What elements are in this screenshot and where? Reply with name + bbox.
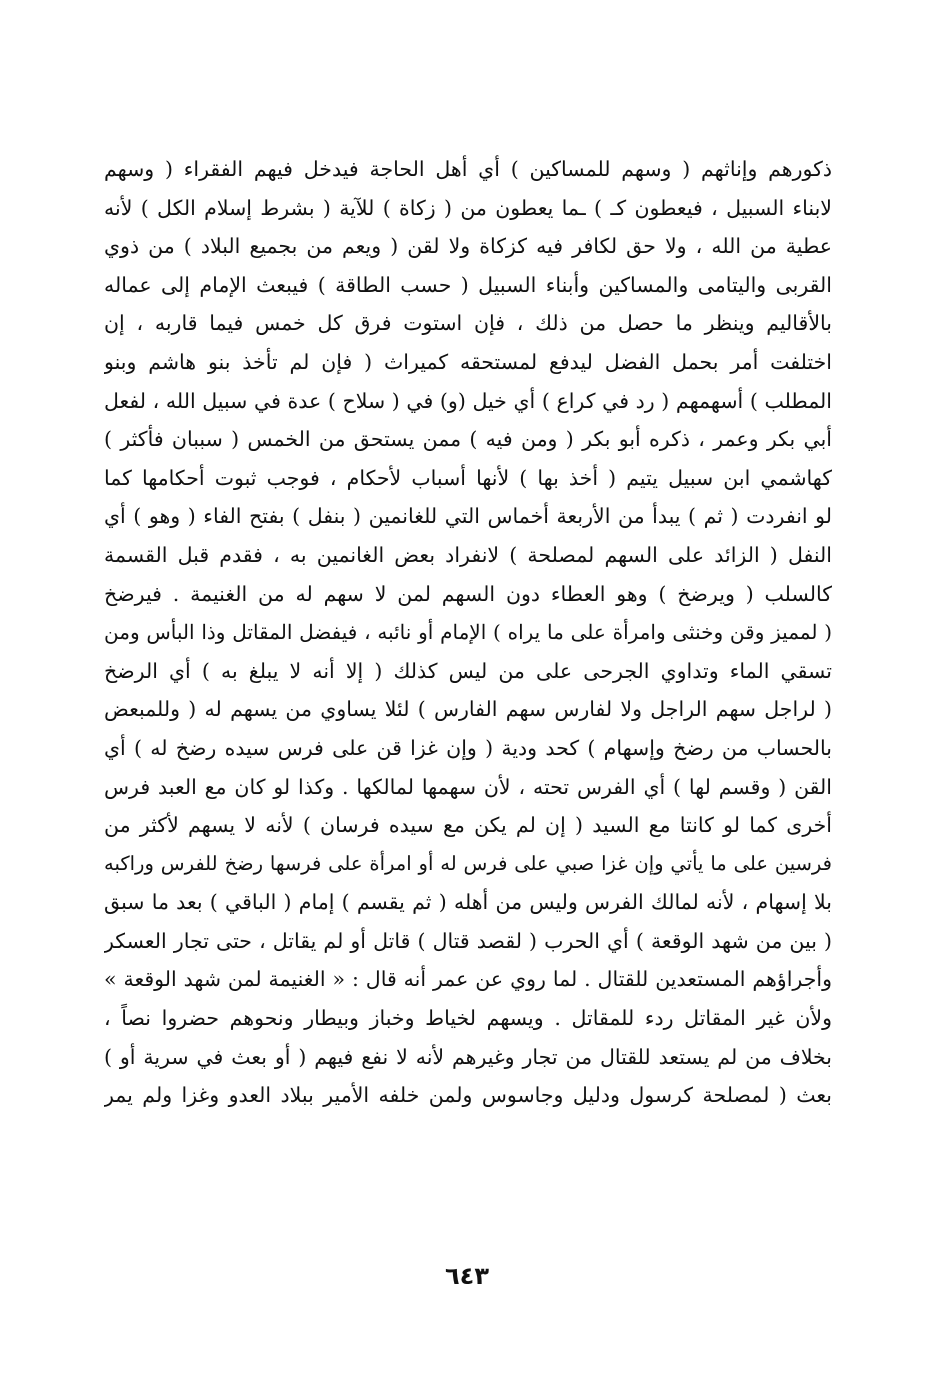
text-line: وأجراؤهم المستعدين للقتال . لما روي عن عمر أنه قال : « الغنيمة لمن شهد الوقعة » <box>104 967 832 992</box>
text-line: عطية من الله ، ولا حق لكافر فيه كزكاة ولا لقن ( ويعم من بجميع البلاد ) من ذوي <box>104 234 832 259</box>
text-line: ذكورهم وإناثهم ( وسهم للمساكين ) أي أهل الحاجة فيدخل فيهم الفقراء ( وسهم <box>104 157 832 181</box>
text-line: ( بين من شهد الوقعة ) أي الحرب ( لقصد قتال ) قاتل أو لم يقاتل ، حتى تجار العسكر <box>104 928 832 953</box>
text-line: بعث ( لمصلحة كرسول ودليل وجاسوس ولمن خلفه الأمير ببلاد العدو وغزا ولم يمر <box>104 1083 832 1108</box>
text-line: كالسلب ( ويرضخ ) وهو العطاء دون السهم لمن لا سهم له من الغنيمة . فيرضخ <box>104 581 832 606</box>
page-number: ٦٤٣ <box>445 1262 489 1290</box>
text-line: أبي بكر وعمر ، ذكره أبو بكر ( ومن فيه ) ممن يستحق من الخمس ( سببان فأكثر ) <box>104 427 832 452</box>
text-line: فرسين على ما يأتي وإن غزا صبي على فرس له أو امرأة على فرسها رضخ للفرس وراكبه <box>104 851 832 875</box>
text-line: القربى واليتامى والمساكين وأبناء السبيل ( حسب الطاقة ) فيبعث الإمام إلى عماله <box>104 272 832 297</box>
text-line: النفل ( الزائد على السهم لمصلحة ) لانفراد بعض الغانمين به ، فقدم قبل القسمة <box>104 542 832 567</box>
text-line: اختلفت أمر بحمل الفضل ليدفع لمستحقه كميراث ( فإن لم تأخذ بنو هاشم وبنو <box>104 349 832 374</box>
text-line: أخرى كما لو كانتا مع السيد ( إن لم يكن مع سيده فرسان ) لأنه لا يسهم لأكثر من <box>104 813 832 838</box>
text-line: بخلاف من لم يستعد للقتال من تجار وغيرهم لأنه لا نفع فيهم ( أو بعث في سرية أو ) <box>104 1044 832 1069</box>
text-line: المطلب ) أسهمهم ( رد في كراع ) أي خيل (و) في ( سلاح ) عدة في سبيل الله ، لفعل <box>104 388 832 413</box>
text-line: تسقي الماء وتداوي الجرحى على من ليس كذلك ( إلا أنه لا يبلغ به ) أي الرضخ <box>104 658 832 683</box>
body-text <box>104 150 832 1115</box>
text-line: لو انفردت ( ثم ) يبدأ من الأربعة أخماس التي للغانمين ( بنفل ) بفتح الفاء ( وهو ) أي <box>104 504 832 529</box>
text-line: لابناء السبيل ، فيعطون كـ ) ـما يعطون من ( زكاة ) للآية ( بشرط إسلام الكل ) لأنه <box>104 195 832 220</box>
text-line: بلا إسهام ، لأنه لمالك الفرس وليس من أهله ( ثم يقسم ) إمام ( الباقي ) بعد ما سبق <box>104 890 832 915</box>
text-line: القن ( وقسم لها ) أي الفرس تحته ، لأن سهمها لمالكها . وكذا لو كان مع العبد فرس <box>104 774 832 799</box>
text-line: ولأن غير المقاتل ردء للمقاتل . ويسهم لخياط وخباز وبيطار ونحوهم حضروا نصاً ، <box>104 1006 832 1031</box>
text-line: ( لراجل سهم الراجل ولا لفارس سهم الفارس ) لئلا يساوي من يسهم له ( وللمبعض <box>104 697 832 722</box>
text-line: ( لمميز وقن وخنثى وامرأة على ما يراه ) الإمام أو نائبه ، فيفضل المقاتل وذا البأس ومن <box>104 620 832 645</box>
text-line: كهاشمي ابن سبيل يتيم ( أخذ بها ) لأنها أسباب لأحكام ، فوجب ثبوت أحكامها كما <box>104 465 832 490</box>
text-line: بالحساب من رضخ وإسهام ) كحد ودية ( وإن غزا قن على فرس سيده رضخ له ) أي <box>104 735 832 760</box>
text-line: بالأقاليم وينظر ما حصل من ذلك ، فإن استوت فرق كل خمس فيما قاربه ، إن <box>104 311 832 336</box>
